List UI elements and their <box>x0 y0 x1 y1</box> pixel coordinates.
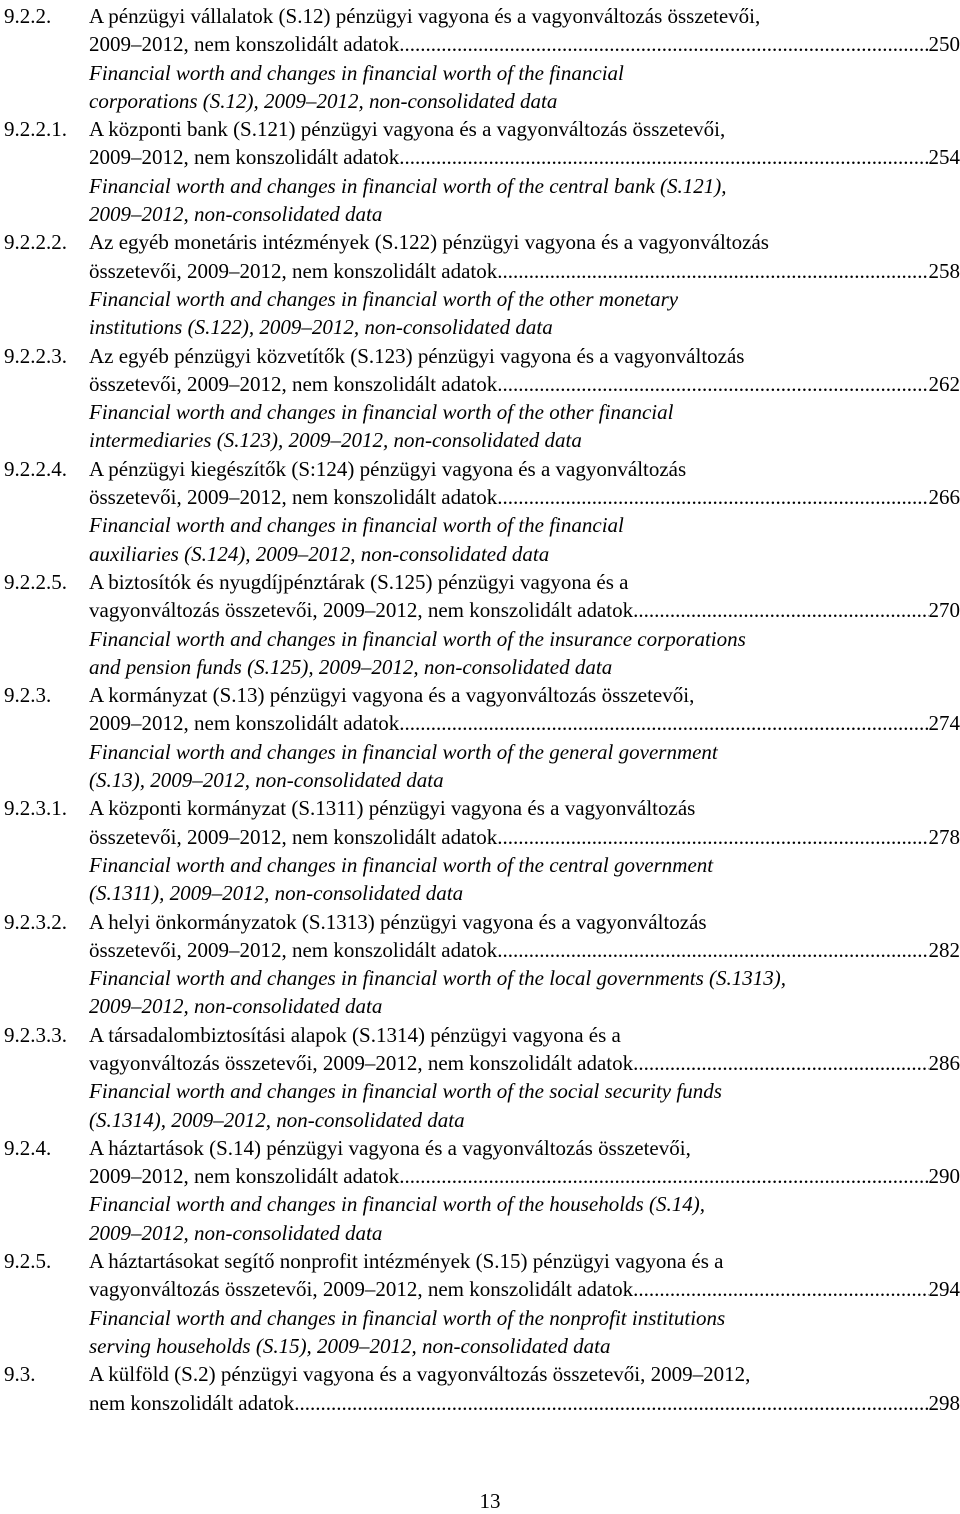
toc-entry-title-hu: vagyonváltozás összetevői, 2009–2012, nem konszolidált adatok <box>89 1277 634 1302</box>
toc-entry-title-en: (S.1311), 2009–2012, non-consolidated data <box>89 881 464 906</box>
toc-entry-page[interactable]: 278 <box>928 824 960 849</box>
toc-entry-title-en: (S.13), 2009–2012, non-consolidated data <box>89 768 444 793</box>
toc-entry[interactable] <box>0 115 960 228</box>
toc-entry-title-en: serving households (S.15), 2009–2012, non-consolidated data <box>89 1333 611 1358</box>
toc-entry-leader-line <box>89 1389 960 1417</box>
toc-entry-leader-line <box>89 30 960 58</box>
toc-entry-title-en: Financial worth and changes in financial worth of the households (S.14), <box>89 1192 705 1217</box>
toc-entry-page[interactable]: 250 <box>928 32 960 57</box>
toc-entry-title-en: Financial worth and changes in financial worth of the general government <box>89 739 718 764</box>
toc-entry-title-en: Financial worth and changes in financial worth of the other financial <box>89 400 674 425</box>
toc-entry-number: 9.2.3.1. <box>4 796 67 821</box>
toc-entry-title-en: intermediaries (S.123), 2009–2012, non-consolidated data <box>89 428 582 453</box>
toc-entry-title-hu: A külföld (S.2) pénzügyi vagyona és a vagyonváltozás összetevői, 2009–2012, <box>89 1362 751 1387</box>
page-number: 13 <box>479 1489 501 1513</box>
toc-entry[interactable] <box>0 342 960 455</box>
toc-entry-number: 9.2.2.4. <box>4 456 67 481</box>
toc-entry[interactable] <box>0 1247 960 1360</box>
toc-entry-leader-line <box>89 1275 960 1303</box>
toc-entry[interactable] <box>0 1134 960 1247</box>
toc-entry-title-en: Financial worth and changes in financial worth of the financial <box>89 513 624 538</box>
dot-leader <box>399 143 928 171</box>
toc-entry-title-hu: 2009–2012, nem konszolidált adatok <box>89 32 400 57</box>
dot-leader <box>497 936 928 964</box>
toc-entry-number: 9.2.4. <box>4 1135 52 1160</box>
toc-entry-title-hu: A központi bank (S.121) pénzügyi vagyona és a vagyonváltozás összetevői, <box>89 117 726 142</box>
toc-entry-page[interactable]: 258 <box>928 258 960 283</box>
toc-entry-title-en: Financial worth and changes in financial worth of the nonprofit institutions <box>89 1305 726 1330</box>
toc-entry-page[interactable]: 270 <box>928 598 960 623</box>
dot-leader <box>497 483 928 511</box>
dot-leader <box>633 596 928 624</box>
dot-leader <box>633 1275 928 1303</box>
toc-entry-title-hu: nem konszolidált adatok <box>89 1390 295 1415</box>
toc-entry-title-en: auxiliaries (S.124), 2009–2012, non-consolidated data <box>89 541 550 566</box>
dot-leader <box>497 370 928 398</box>
toc-entry-title-hu: A helyi önkormányzatok (S.1313) pénzügyi vagyona és a vagyonváltozás <box>89 909 707 934</box>
toc-entry-title-hu: A biztosítók és nyugdíjpénztárak (S.125) pénzügyi vagyona és a <box>89 569 629 594</box>
toc-entry[interactable] <box>0 794 960 907</box>
toc-entry-number: 9.2.2.3. <box>4 343 67 368</box>
toc-entry-number: 9.2.2.5. <box>4 569 67 594</box>
toc-entry-title-en: Financial worth and changes in financial worth of the social security funds <box>89 1079 722 1104</box>
toc-entry-title-hu: vagyonváltozás összetevői, 2009–2012, nem konszolidált adatok <box>89 1050 634 1075</box>
toc-entry-number: 9.2.2.2. <box>4 230 67 255</box>
toc-entry-title-hu: A központi kormányzat (S.1311) pénzügyi vagyona és a vagyonváltozás <box>89 796 696 821</box>
dot-leader <box>497 823 928 851</box>
toc-entry[interactable] <box>0 1360 960 1417</box>
toc-entry-title-en: institutions (S.122), 2009–2012, non-consolidated data <box>89 315 553 340</box>
toc-entry-title-hu: összetevői, 2009–2012, nem konszolidált adatok <box>89 937 498 962</box>
toc-entry-title-hu: A háztartások (S.14) pénzügyi vagyona és a vagyonváltozás összetevői, <box>89 1135 691 1160</box>
toc-entry-title-hu: Az egyéb pénzügyi közvetítők (S.123) pénzügyi vagyona és a vagyonváltozás <box>89 343 745 368</box>
toc-entry-page[interactable]: 274 <box>928 711 960 736</box>
toc-entry-leader-line <box>89 709 960 737</box>
toc-entry-leader-line <box>89 936 960 964</box>
toc-entry-title-en: 2009–2012, non-consolidated data <box>89 994 383 1019</box>
dot-leader <box>633 1049 928 1077</box>
toc-entry[interactable] <box>0 455 960 568</box>
toc-entry-title-hu: A kormányzat (S.13) pénzügyi vagyona és a vagyonváltozás összetevői, <box>89 683 695 708</box>
toc-entry-leader-line <box>89 483 960 511</box>
toc-entry-title-hu: vagyonváltozás összetevői, 2009–2012, nem konszolidált adatok <box>89 598 634 623</box>
toc-entry-leader-line <box>89 596 960 624</box>
toc-entry-page[interactable]: 290 <box>928 1164 960 1189</box>
toc-entry-title-hu: 2009–2012, nem konszolidált adatok <box>89 145 400 170</box>
toc-entry-page[interactable]: 266 <box>928 485 960 510</box>
dot-leader <box>497 257 928 285</box>
toc-entry-number: 9.2.2. <box>4 4 52 28</box>
dot-leader <box>399 709 928 737</box>
toc-entry[interactable] <box>0 568 960 681</box>
toc-entry-title-hu: összetevői, 2009–2012, nem konszolidált adatok <box>89 824 498 849</box>
toc-entry-number: 9.2.5. <box>4 1249 52 1274</box>
toc-entry[interactable] <box>0 681 960 794</box>
toc-entry-title-en: corporations (S.12), 2009–2012, non-consolidated data <box>89 88 558 113</box>
toc-entry-title-en: Financial worth and changes in financial worth of the central government <box>89 852 714 877</box>
toc-entry-title-hu: A társadalombiztosítási alapok (S.1314) pénzügyi vagyona és a <box>89 1022 621 1047</box>
toc-entry-title-hu: A pénzügyi kiegészítők (S:124) pénzügyi vagyona és a vagyonváltozás <box>89 456 687 481</box>
toc-entry-number: 9.2.3.3. <box>4 1022 67 1047</box>
toc-entry-title-hu: összetevői, 2009–2012, nem konszolidált adatok <box>89 485 498 510</box>
toc-entry-number: 9.2.2.1. <box>4 117 67 142</box>
toc-entry-title-hu: összetevői, 2009–2012, nem konszolidált adatok <box>89 371 498 396</box>
toc-entry-title-hu: 2009–2012, nem konszolidált adatok <box>89 711 400 736</box>
toc-entry-title-en: 2009–2012, non-consolidated data <box>89 202 383 227</box>
toc-entry-page[interactable]: 282 <box>928 937 960 962</box>
toc-entry-page[interactable]: 298 <box>928 1390 960 1415</box>
toc-entry-title-en: Financial worth and changes in financial worth of the insurance corporations <box>89 626 746 651</box>
toc-entry-leader-line <box>89 1049 960 1077</box>
toc-entry-title-hu: 2009–2012, nem konszolidált adatok <box>89 1164 400 1189</box>
toc-entry-leader-line <box>89 370 960 398</box>
toc-entry[interactable] <box>0 908 960 1021</box>
toc-entry-number: 9.2.3.2. <box>4 909 67 934</box>
dot-leader <box>399 30 928 58</box>
table-of-contents <box>0 2 960 1417</box>
toc-entry-page[interactable]: 254 <box>928 145 960 170</box>
toc-entry-title-en: Financial worth and changes in financial worth of the central bank (S.121), <box>89 173 727 198</box>
toc-entry-number: 9.2.3. <box>4 683 52 708</box>
dot-leader <box>294 1389 928 1417</box>
toc-entry-page[interactable]: 286 <box>928 1050 960 1075</box>
dot-leader <box>399 1162 928 1190</box>
toc-entry-leader-line <box>89 257 960 285</box>
toc-entry-title-en: Financial worth and changes in financial worth of the other monetary <box>89 286 679 311</box>
toc-entry-title-hu: összetevői, 2009–2012, nem konszolidált adatok <box>89 258 498 283</box>
toc-entry-page[interactable]: 294 <box>928 1277 960 1302</box>
toc-entry-title-en: 2009–2012, non-consolidated data <box>89 1220 383 1245</box>
toc-entry[interactable] <box>0 1021 960 1134</box>
toc-entry[interactable] <box>0 228 960 341</box>
toc-entry-number: 9.3. <box>4 1362 36 1387</box>
toc-entry-leader-line <box>89 143 960 171</box>
toc-entry-leader-line <box>89 823 960 851</box>
toc-entry-title-en: Financial worth and changes in financial worth of the local governments (S.1313), <box>89 966 787 991</box>
toc-entry-page[interactable]: 262 <box>928 371 960 396</box>
toc-entry-title-en: and pension funds (S.125), 2009–2012, non-consolidated data <box>89 654 613 679</box>
toc-entry-leader-line <box>89 1162 960 1190</box>
toc-entry-title-en: (S.1314), 2009–2012, non-consolidated data <box>89 1107 465 1132</box>
toc-entry[interactable] <box>0 2 960 115</box>
toc-entry-title-en: Financial worth and changes in financial worth of the financial <box>89 60 624 85</box>
toc-entry-title-hu: Az egyéb monetáris intézmények (S.122) pénzügyi vagyona és a vagyonváltozás <box>89 230 769 255</box>
toc-entry-title-hu: A háztartásokat segítő nonprofit intézmények (S.15) pénzügyi vagyona és a <box>89 1249 724 1274</box>
toc-entry-title-hu: A pénzügyi vállalatok (S.12) pénzügyi vagyona és a vagyonváltozás összetevői, <box>89 4 761 28</box>
